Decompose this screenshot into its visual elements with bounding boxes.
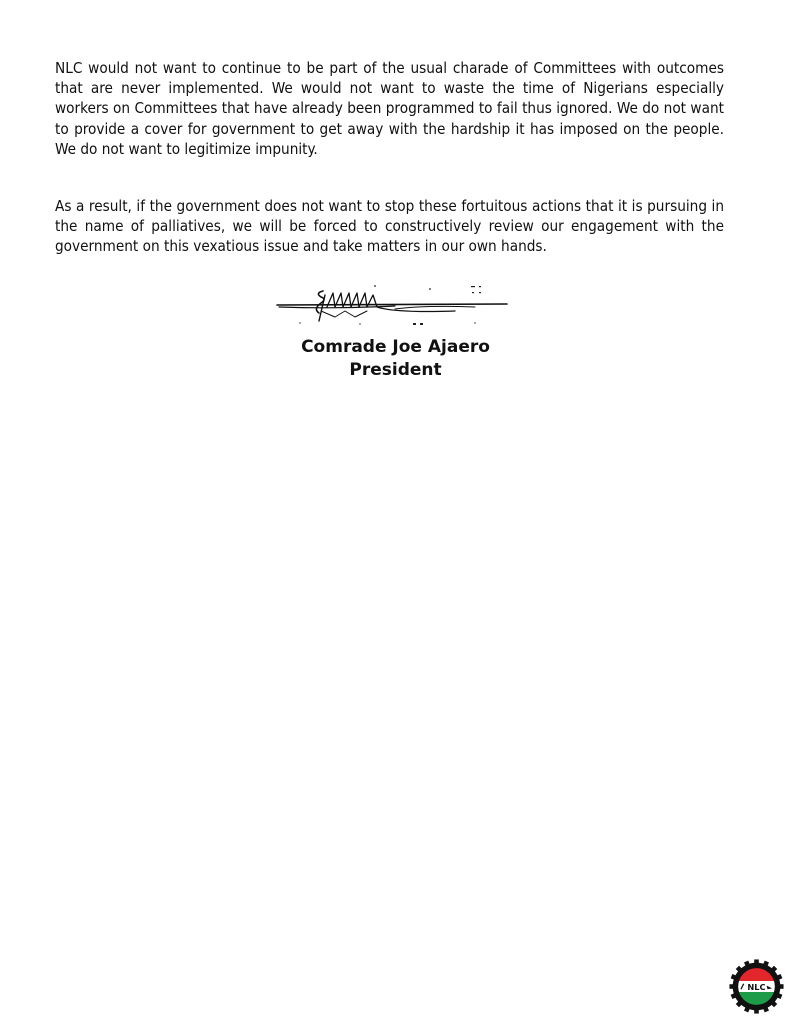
signatory-name: Comrade Joe Ajaero <box>301 337 490 357</box>
nlc-logo <box>729 959 784 1014</box>
signature-image <box>275 283 510 328</box>
gear-tooth <box>778 984 784 989</box>
gear-tooth <box>754 959 759 965</box>
logo-text: NLC <box>747 981 766 992</box>
paragraph-result: As a result, if the government does not want to stop these fortuitous actions that it is pursuing in the name of palliatives, we will be forced to constructively review our engagement with the government on this vexatious issue and take matters in our own hands. <box>55 197 724 256</box>
signatory-title: President <box>349 360 442 380</box>
gear-tooth <box>729 984 735 989</box>
gear-tooth <box>754 1008 759 1014</box>
paragraph-committees: NLC would not want to continue to be part of the usual charade of Committees with outcomes that are never implemented. We would not want to waste the time of Nigerians especially workers on Committees that have already been programmed to fail thus ignored. We do not want to provide a cover for government to get away with the hardship it has imposed on the people. We do not want to legitimize impunity. <box>55 59 724 158</box>
